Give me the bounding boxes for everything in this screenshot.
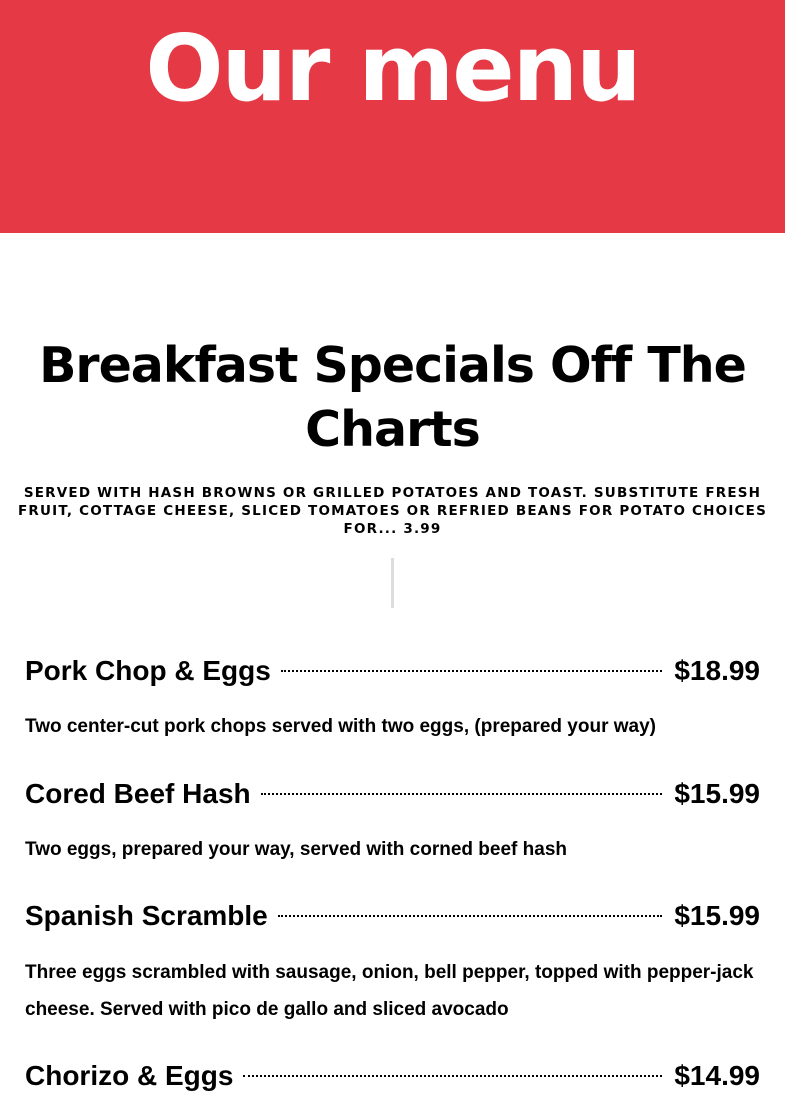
menu-item-price: $14.99 bbox=[674, 1060, 760, 1091]
menu-item-name: Cored Beef Hash bbox=[25, 778, 251, 809]
menu-item-pork-chop-eggs bbox=[25, 651, 760, 691]
menu-item-name: Spanish Scramble bbox=[25, 900, 268, 931]
menu-item-description: Two center-cut pork chops served with two eggs, (prepared your way) bbox=[25, 716, 656, 737]
dotted-leader bbox=[261, 793, 663, 795]
section-heading: Breakfast Specials Off The Charts bbox=[39, 337, 746, 458]
menu-item-price: $15.99 bbox=[674, 778, 760, 809]
vertical-divider bbox=[391, 558, 394, 608]
menu-item-name: Chorizo & Eggs bbox=[25, 1060, 234, 1091]
menu-item-price: $15.99 bbox=[674, 900, 760, 931]
menu-item-description: Two eggs, prepared your way, served with corned beef hash bbox=[25, 839, 567, 860]
dotted-leader bbox=[243, 1075, 662, 1077]
dotted-leader bbox=[278, 915, 663, 917]
menu-item-chorizo-eggs bbox=[25, 1056, 760, 1096]
dotted-leader bbox=[281, 670, 663, 672]
menu-item-price: $18.99 bbox=[674, 655, 760, 686]
menu-item-description: Three eggs scrambled with sausage, onion, bell pepper, topped with pepper-jack cheese. Served with pico de gallo and sliced avocado bbox=[25, 962, 754, 1020]
menu-item-name: Pork Chop & Eggs bbox=[25, 655, 271, 686]
hero-banner bbox=[0, 0, 785, 233]
section-subheading: SERVED WITH HASH BROWNS OR GRILLED POTATOES AND TOAST. SUBSTITUTE FRESH FRUIT, COTTAGE CHEESE, SLICED TOMATOES OR REFRIED BEANS FOR POTATO CHOICES FOR... 3.99 bbox=[18, 485, 767, 537]
page-title: Our menu bbox=[145, 15, 640, 122]
menu-item-spanish-scramble bbox=[25, 896, 760, 936]
menu-item-corned-beef-hash bbox=[25, 774, 760, 814]
